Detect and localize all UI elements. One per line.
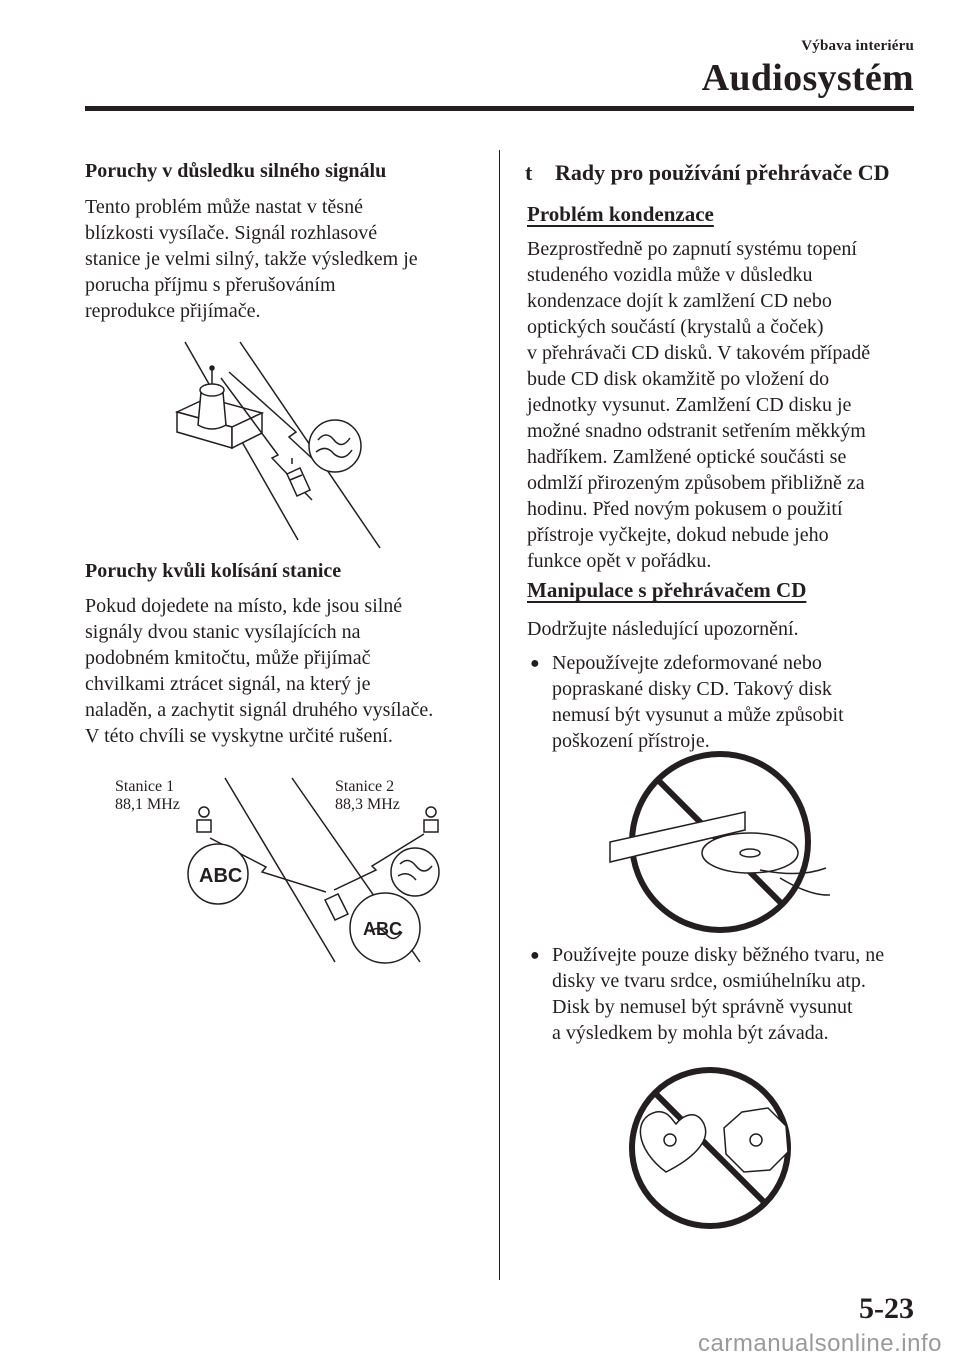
paragraph-station-fluctuation: Pokud dojedete na místo, kde jsou silné signály dvou stanic vysílajících na podobném kmitočtu, může přijímač chvilkami ztrácet signál, na který je naladěn, a zachytit signál druhého vysílače. V této chvíli se vyskytne určité rušení. (85, 595, 434, 747)
bullet-1: ● (530, 655, 540, 672)
abc-label-1: ABC (199, 865, 243, 887)
bullet-text-odd-shape: Používejte pouze disky běžného tvaru, ne disky ve tvaru srdce, osmiúhelníku atp. Disk by nemusel být správně vysunut a výsledkem by mohla být závada. (552, 944, 885, 1044)
subheading-handling: Manipulace s přehrávačem CD (527, 578, 807, 602)
station-1-caption: Stanice 1 88,1 MHz (115, 778, 180, 813)
subheading-condensation: Problém kondenzace (527, 202, 714, 226)
page-title: Audiosystém (701, 57, 914, 99)
paragraph-strong-signal: Tento problém může nastat v těsné blízkosti vysílače. Signál rozhlasové stanice je velmi silný, takže výsledkem je porucha příjmu s přerušováním reprodukce přijímače. (85, 196, 418, 322)
station-2-caption: Stanice 2 88,3 MHz (335, 778, 400, 813)
section-title-cd: Rady pro používání přehrávače CD (555, 160, 890, 185)
heading-station-fluctuation: Poruchy kvůli kolísání stanice (85, 560, 342, 582)
section-label: Výbava interiéru (801, 38, 914, 54)
section-marker: t (525, 160, 533, 185)
page-number: 5-23 (859, 1292, 914, 1325)
heading-strong-signal: Poruchy v důsledku silného signálu (85, 160, 387, 182)
watermark: carmanualsonline.info (698, 1330, 942, 1357)
bullet-2: ● (530, 947, 540, 964)
abc-label-2: ABC (363, 919, 402, 939)
paragraph-handling: Dodržujte následující upozornění. (527, 618, 799, 640)
paragraph-condensation: Bezprostředně po zapnutí systému topení studeného vozidla může v důsledku kondenzace dojít k zamlžení CD nebo optických součástí (krystalů a čoček) v přehrávači CD disků. V takovém případě bude CD disk okamžitě po vložení do jednotky vysunut. Zamlžení CD disku je možné snadno odstranit setřením měkkým hadříkem. Zamlžené optické součásti se odmlží přirozeným způsobem přibližně za hodinu. Před novým pokusem o použití přístroje vyčkejte, dokud nebude jeho funkce opět v pořádku. (527, 238, 871, 572)
bullet-text-damaged-cd: Nepoužívejte zdeformované nebo popraskané disky CD. Takový disk nemusí být vysunut a může způsobit poškození přístroje. (552, 652, 844, 752)
